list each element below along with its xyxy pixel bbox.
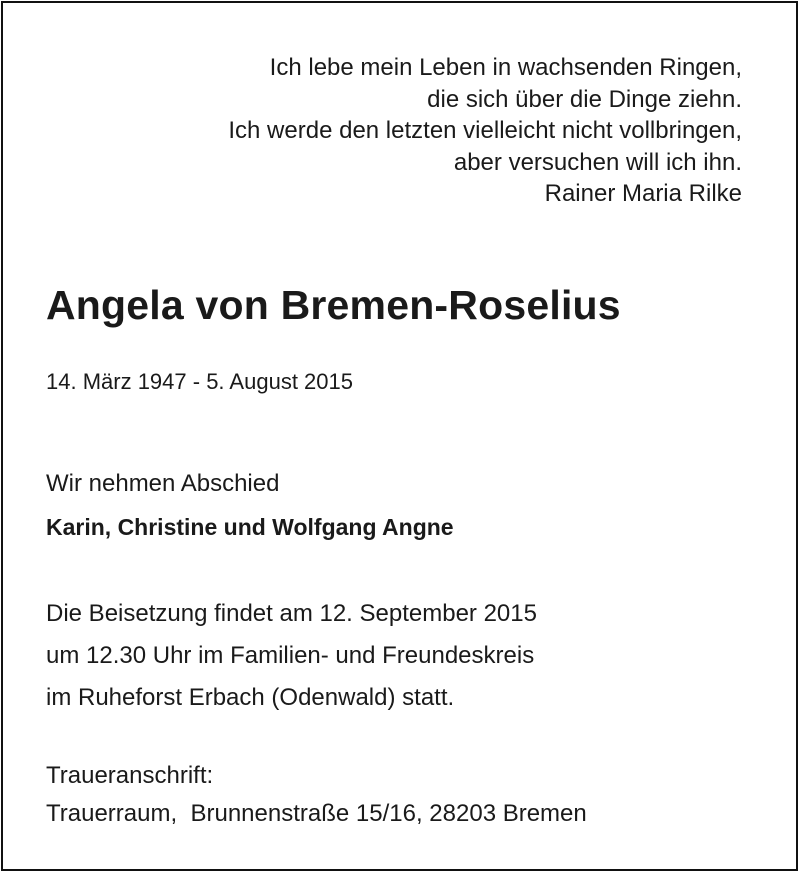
mourner-names: Karin, Christine und Wolfgang Angne bbox=[46, 514, 454, 540]
poem-line: aber versuchen will ich ihn. bbox=[453, 148, 742, 176]
life-dates: 14. März 1947 - 5. August 2015 bbox=[46, 369, 353, 394]
poem-line: Ich lebe mein Leben in wachsenden Ringen, bbox=[269, 54, 742, 81]
burial-line: Die Beisetzung findet am 12. September 2015 bbox=[46, 600, 537, 627]
burial-details bbox=[46, 593, 537, 719]
address-value: Trauerraum, Brunnenstraße 15/16, 28203 Bremen bbox=[46, 800, 587, 827]
deceased-name: Angela von Bremen-Roselius bbox=[46, 282, 621, 328]
poem-line: Ich werde den letzten vielleicht nicht vollbringen, bbox=[228, 117, 742, 144]
poem-line: die sich über die Dinge ziehn. bbox=[427, 85, 742, 113]
mourning-address bbox=[46, 757, 587, 833]
burial-line: um 12.30 Uhr im Familien- und Freundeskreis bbox=[46, 642, 535, 669]
poem-author: Rainer Maria Rilke bbox=[544, 180, 742, 207]
burial-line: im Ruheforst Erbach (Odenwald) statt. bbox=[46, 684, 455, 711]
farewell-intro: Wir nehmen Abschied bbox=[46, 470, 280, 497]
address-label: Traueranschrift: bbox=[46, 762, 214, 789]
rilke-poem bbox=[228, 52, 742, 210]
